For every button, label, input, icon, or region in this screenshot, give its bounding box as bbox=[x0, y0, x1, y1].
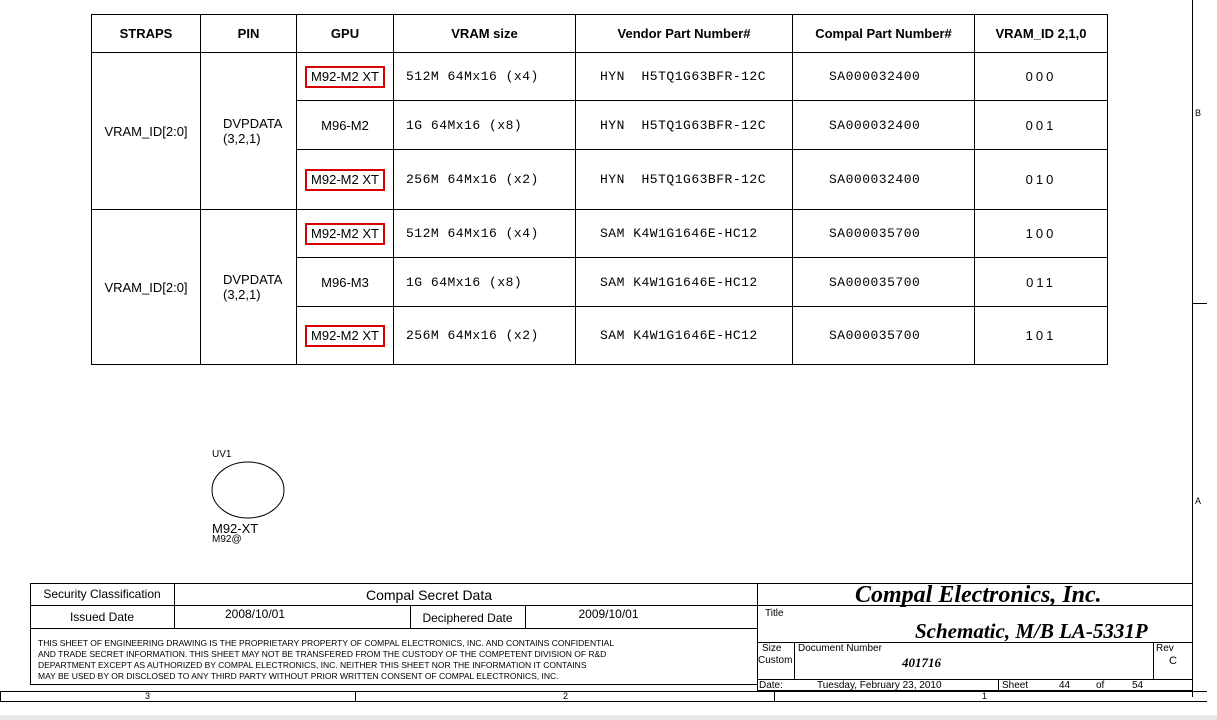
header-vram-id: VRAM_ID 2,1,0 bbox=[975, 15, 1108, 53]
strap-cell: VRAM_ID[2:0] bbox=[92, 53, 201, 210]
title-value: Schematic, M/B LA-5331P bbox=[915, 619, 1148, 643]
total-sheets-value: 54 bbox=[1132, 680, 1144, 691]
legal-line: AND TRADE SECRET INFORMATION. THIS SHEET MAY NOT BE TRANSFERED FROM THE CUSTODY OF THE COMPETENT DIVISION OF R&D bbox=[38, 649, 607, 659]
vendor-part-cell: HYN H5TQ1G63BFR-12C bbox=[576, 53, 793, 101]
document-number-label: Document Number bbox=[798, 643, 882, 654]
zone-label-3: 3 bbox=[145, 691, 151, 701]
frame-tick bbox=[355, 691, 356, 701]
vendor-part-cell: SAM K4W1G1646E-HC12 bbox=[576, 258, 793, 307]
vram-size-cell: 256M 64Mx16 (x2) bbox=[394, 150, 576, 210]
of-label: of bbox=[1096, 680, 1105, 691]
titleblock-bottom-line bbox=[30, 684, 757, 685]
component-option: M92@ bbox=[212, 534, 242, 545]
document-number-value: 401716 bbox=[902, 655, 941, 670]
gpu-cell: M96-M3 bbox=[297, 258, 394, 307]
vram-size-cell: 256M 64Mx16 (x2) bbox=[394, 307, 576, 365]
pin-cell bbox=[201, 53, 297, 210]
gpu-cell bbox=[297, 150, 394, 210]
component-value: M92-XT bbox=[212, 521, 259, 536]
table-row bbox=[92, 210, 1108, 258]
titleblock-line bbox=[794, 642, 795, 679]
vram-id-cell: 100 bbox=[975, 210, 1108, 258]
vram-size-cell: 1G 64Mx16 (x8) bbox=[394, 101, 576, 150]
titleblock-line bbox=[30, 605, 757, 606]
legal-notice bbox=[38, 638, 753, 682]
size-value: Custom bbox=[758, 655, 793, 666]
frame-bottom-line-2 bbox=[0, 701, 1207, 702]
pin-bits: (3,2,1) bbox=[223, 131, 261, 146]
table-header-row bbox=[92, 15, 1108, 53]
rev-value: C bbox=[1169, 655, 1177, 667]
sheet-label: Sheet bbox=[1002, 680, 1029, 691]
pin-name: DVPDATA bbox=[223, 116, 283, 131]
bottom-gutter bbox=[0, 715, 1217, 720]
frame-tick bbox=[774, 691, 775, 701]
date-label: Date: bbox=[759, 680, 783, 691]
vram-size-cell: 512M 64Mx16 (x4) bbox=[394, 210, 576, 258]
vram-strap-table bbox=[91, 14, 1108, 365]
deciphered-date-value: 2009/10/01 bbox=[578, 607, 639, 621]
sheet-value: 44 bbox=[1059, 680, 1071, 691]
pin-name: DVPDATA bbox=[223, 272, 283, 287]
vram-id-cell: 101 bbox=[975, 307, 1108, 365]
component-refdes: UV1 bbox=[212, 449, 232, 460]
compal-part-cell: SA000035700 bbox=[793, 210, 975, 258]
zone-label-2: 2 bbox=[563, 691, 569, 701]
titleblock-line bbox=[30, 628, 757, 629]
security-label: Security Classification bbox=[43, 587, 161, 601]
vram-size-cell: 512M 64Mx16 (x4) bbox=[394, 53, 576, 101]
pin-bits: (3,2,1) bbox=[223, 287, 261, 302]
vram-size-cell: 1G 64Mx16 (x8) bbox=[394, 258, 576, 307]
issued-date-label: Issued Date bbox=[69, 610, 135, 624]
size-label: Size bbox=[762, 643, 782, 654]
company-name: Compal Electronics, Inc. bbox=[855, 582, 1102, 608]
compal-part-cell: SA000035700 bbox=[793, 258, 975, 307]
deciphered-date-label: Deciphered Date bbox=[422, 611, 513, 625]
table-row bbox=[92, 53, 1108, 101]
gpu-highlight: M92-M2 XT bbox=[305, 325, 385, 347]
zone-label-1: 1 bbox=[982, 691, 988, 701]
zone-label-a: A bbox=[1195, 496, 1202, 506]
legal-line: MAY BE USED BY OR DISCLOSED TO ANY THIRD PARTY WITHOUT PRIOR WRITTEN CONSENT OF COMPAL ELECTRONICS, INC. bbox=[38, 671, 559, 681]
header-straps: STRAPS bbox=[92, 15, 201, 53]
header-pin: PIN bbox=[201, 15, 297, 53]
vram-id-cell: 011 bbox=[975, 258, 1108, 307]
frame-right-line bbox=[1192, 0, 1193, 697]
vram-id-cell: 000 bbox=[975, 53, 1108, 101]
zone-label-b: B bbox=[1195, 108, 1202, 118]
strap-cell: VRAM_ID[2:0] bbox=[92, 210, 201, 365]
compal-part-cell: SA000032400 bbox=[793, 101, 975, 150]
security-value: Compal Secret Data bbox=[365, 587, 493, 603]
vram-id-cell: 010 bbox=[975, 150, 1108, 210]
pin-cell bbox=[201, 210, 297, 365]
title-label: Title bbox=[765, 608, 784, 619]
legal-line: THIS SHEET OF ENGINEERING DRAWING IS THE PROPRIETARY PROPERTY OF COMPAL ELECTRONICS, INC. AND CONTAINS CONFIDENTIAL bbox=[38, 638, 615, 648]
compal-part-cell: SA000032400 bbox=[793, 150, 975, 210]
vendor-part-cell: HYN H5TQ1G63BFR-12C bbox=[576, 101, 793, 150]
header-compal-part: Compal Part Number# bbox=[793, 15, 975, 53]
header-vram-size: VRAM size bbox=[394, 15, 576, 53]
frame-tick bbox=[0, 691, 1, 701]
gpu-highlight: M92-M2 XT bbox=[305, 66, 385, 88]
compal-part-cell: SA000032400 bbox=[793, 53, 975, 101]
component-symbol-icon bbox=[210, 461, 288, 521]
vendor-part-cell: SAM K4W1G1646E-HC12 bbox=[576, 307, 793, 365]
gpu-highlight: M92-M2 XT bbox=[305, 223, 385, 245]
frame-bottom-line bbox=[0, 691, 1207, 692]
issued-date-value: 2008/10/01 bbox=[224, 607, 286, 621]
vram-id-cell: 001 bbox=[975, 101, 1108, 150]
header-gpu: GPU bbox=[297, 15, 394, 53]
gpu-highlight: M92-M2 XT bbox=[305, 169, 385, 191]
vendor-part-cell: HYN H5TQ1G63BFR-12C bbox=[576, 150, 793, 210]
gpu-cell bbox=[297, 307, 394, 365]
vendor-part-cell: SAM K4W1G1646E-HC12 bbox=[576, 210, 793, 258]
legal-line: DEPARTMENT EXCEPT AS AUTHORIZED BY COMPAL ELECTRONICS, INC. NEITHER THIS SHEET NOR THE INFORMATION IT CONTAINS bbox=[38, 660, 587, 670]
rev-label: Rev bbox=[1156, 643, 1174, 654]
gpu-cell bbox=[297, 53, 394, 101]
header-vendor-part: Vendor Part Number# bbox=[576, 15, 793, 53]
compal-part-cell: SA000035700 bbox=[793, 307, 975, 365]
gpu-cell bbox=[297, 210, 394, 258]
date-value: Tuesday, February 23, 2010 bbox=[817, 680, 942, 691]
titleblock-line bbox=[998, 679, 999, 691]
titleblock-divider bbox=[757, 583, 758, 691]
titleblock-line bbox=[1153, 642, 1154, 679]
gpu-cell: M96-M2 bbox=[297, 101, 394, 150]
zone-tick bbox=[1192, 303, 1207, 304]
